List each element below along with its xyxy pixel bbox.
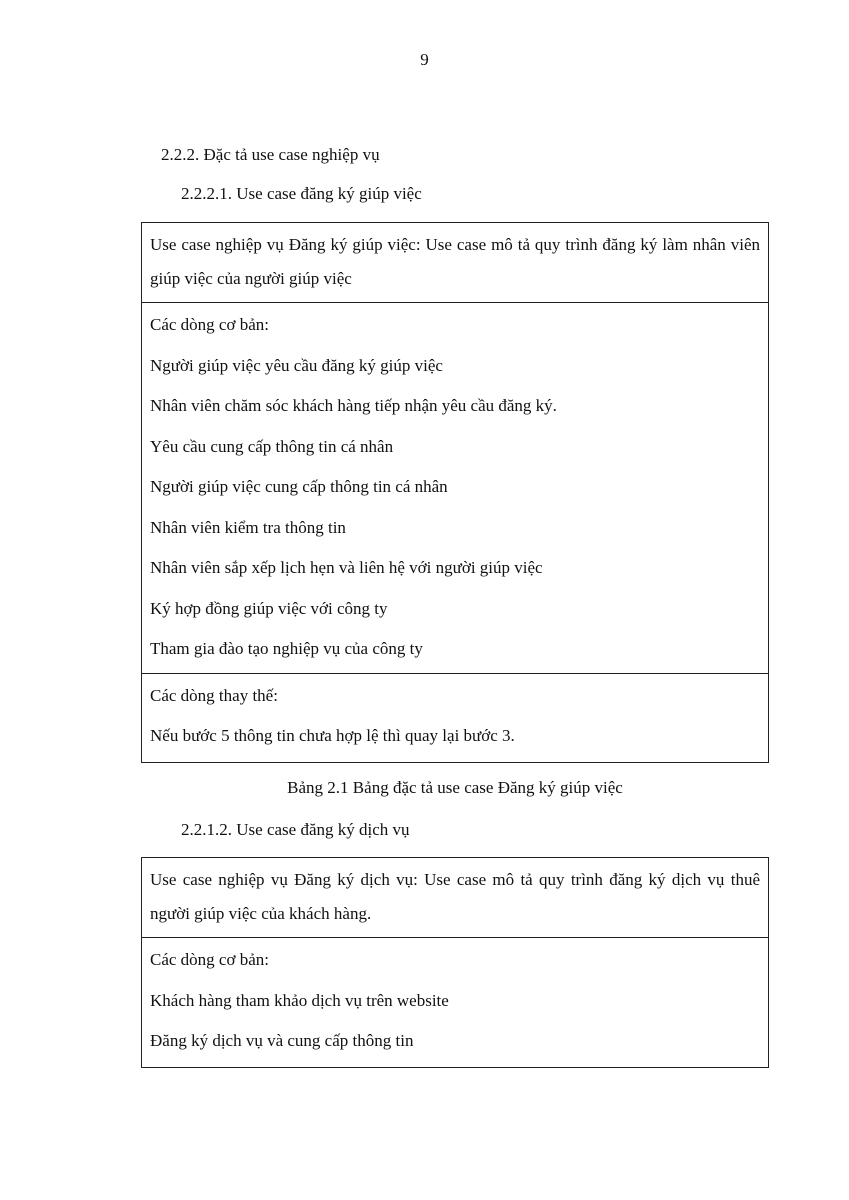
use-case-description: Use case nghiệp vụ Đăng ký giúp việc: Use case mô tả quy trình đăng ký làm nhân viên giúp việc của người giúp việc: [150, 235, 760, 288]
table-row-basic-flows: [142, 303, 769, 674]
table-row-basic-flows: [142, 938, 769, 1068]
subsection-heading-2-2-1-2: 2.2.1.2. Use case đăng ký dịch vụ: [181, 820, 410, 839]
table-caption: Bảng 2.1 Bảng đặc tả use case Đăng ký giúp việc: [287, 778, 623, 797]
section-heading-2-2-2: 2.2.2. Đặc tả use case nghiệp vụ: [161, 145, 380, 164]
table-row-alternate-flows: [142, 673, 769, 762]
table-cell-alternate-flows: [142, 673, 769, 762]
basic-step-1: Người giúp việc yêu cầu đăng ký giúp việc: [150, 355, 443, 375]
basic-flows-title: Các dòng cơ bản:: [150, 950, 269, 969]
basic-step-4: Người giúp việc cung cấp thông tin cá nhân: [150, 477, 448, 496]
table-cell-description: [142, 223, 769, 303]
basic-step-6: Nhân viên sắp xếp lịch hẹn và liên hệ với người giúp việc: [150, 558, 543, 577]
basic-step-3: Yêu cầu cung cấp thông tin cá nhân: [150, 436, 394, 456]
table-cell-basic-flows: [142, 303, 769, 674]
basic-step-1: Khách hàng tham khảo dịch vụ trên website: [150, 990, 449, 1010]
use-case-table-dang-ky-giup-viec: [141, 222, 769, 763]
basic-step-2: Nhân viên chăm sóc khách hàng tiếp nhận yêu cầu đăng ký.: [150, 396, 557, 415]
basic-step-5: Nhân viên kiểm tra thông tin: [150, 517, 346, 537]
table-cell-description: [142, 858, 769, 938]
basic-step-7: Ký hợp đồng giúp việc với công ty: [150, 598, 388, 618]
table-cell-basic-flows: [142, 938, 769, 1068]
basic-flows-title: Các dòng cơ bản:: [150, 315, 269, 334]
alternate-step-1: Nếu bước 5 thông tin chưa hợp lệ thì quay lại bước 3.: [150, 726, 515, 745]
alternate-flows-title: Các dòng thay thế:: [150, 685, 278, 705]
table-row-description: [142, 223, 769, 303]
use-case-description: Use case nghiệp vụ Đăng ký dịch vụ: Use case mô tả quy trình đăng ký dịch vụ thuê người giúp việc của khách hàng.: [150, 870, 760, 923]
basic-step-2: Đăng ký dịch vụ và cung cấp thông tin: [150, 1031, 414, 1050]
use-case-table-dang-ky-dich-vu: [141, 857, 769, 1068]
page-number: 9: [420, 50, 429, 69]
basic-step-8: Tham gia đào tạo nghiệp vụ của công ty: [150, 639, 423, 658]
subsection-heading-2-2-2-1: 2.2.2.1. Use case đăng ký giúp việc: [181, 184, 422, 203]
table-row-description: [142, 858, 769, 938]
